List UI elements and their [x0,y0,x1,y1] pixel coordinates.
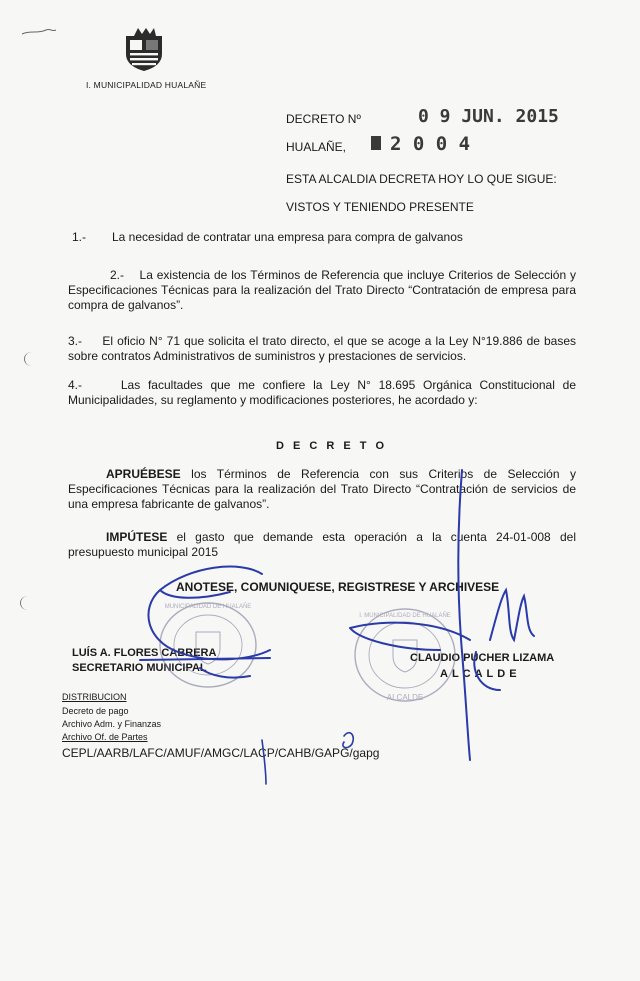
distribution-item: Archivo Of. de Partes [62,732,148,742]
secretary-title: SECRETARIO MUNICIPAL [72,662,207,674]
imputese-lead: IMPÚTESE [106,530,168,544]
considerando-1-text: La necesidad de contratar una empresa para compra de galvanos [112,230,463,244]
svg-text:ALCALDE: ALCALDE [386,693,424,702]
considerando-4 [68,378,576,408]
mayor-name: CLAUDIO PUCHER LIZAMA [410,652,555,664]
apruebese-paragraph [68,467,576,512]
alcaldia-line: ESTA ALCALDIA DECRETA HOY LO QUE SIGUE: [286,172,557,186]
secretary-name: LUÍS A. FLORES CABRERA [72,647,217,659]
municipal-crest-logo [120,26,168,72]
considerando-3-number: 3.- [68,334,83,348]
imputese-text: el gasto que demande esta operación a la cuenta 24-01-008 del presupuesto municipal 2015 [68,530,576,559]
distribution-item: Archivo Adm. y Finanzas [62,719,162,729]
considerando-2 [68,268,576,313]
considerando-4-text: Las facultades que me confiere la Ley N° 18.695 Orgánica Constitucional de Municipalidades, su reglamento y modificaciones posteriores, he acordado y: [68,378,576,407]
decreto-heading: D E C R E T O [276,440,388,452]
mayor-signature [350,470,534,760]
considerando-3 [68,334,576,364]
considerando-4-number: 4.- [68,378,83,392]
considerando-2-number: 2.- [110,268,125,282]
distribution-item: Decreto de pago [62,706,129,716]
considerando-2-text: La existencia de los Términos de Referencia que incluye Criterios de Selección y Especificaciones Técnicas para la realización del Trato Directo “Contratación de empresa para compra de galvanos”. [68,268,576,312]
mayor-title: ALCALDE [440,668,521,680]
decree-number: 2 0 0 4 [390,133,471,155]
place-label: HUALAÑE, [286,140,347,154]
apruebese-text: los Términos de Referencia con sus Criterios de Selección y Especificaciones Técnicas para la realización del Trato Directo “Contratación de servicios de una empresa fabricante de galvanos”. [68,467,576,511]
decreto-label: DECRETO Nº [286,112,361,126]
svg-text:I. MUNICIPALIDAD DE HUALAÑE: I. MUNICIPALIDAD DE HUALAÑE [359,613,451,619]
considerando-3-text: El oficio N° 71 que solicita el trato directo, el que se acoge a la Ley N°19.886 de bases sobre contratos Administrativos de suministros y prestaciones de servicios. [68,334,577,363]
imputese-paragraph [68,530,576,560]
date-stamp: 0 9 JUN. 2015 [418,106,559,127]
left-seal-stamp [160,603,256,687]
punch-hole [20,596,35,610]
apruebese-lead: APRUÉBESE [106,467,181,481]
punch-hole [24,352,39,366]
considerando-1-number: 1.- [72,230,87,244]
distribution-heading: DISTRIBUCION [62,692,127,702]
vistos-line: VISTOS Y TENIENDO PRESENTE [286,200,474,214]
svg-text:MUNICIPALIDAD DE HUALAÑE: MUNICIPALIDAD DE HUALAÑE [164,604,252,610]
institution-name: I. MUNICIPALIDAD HUALAÑE [86,80,207,90]
distribution-initials: CEPL/AARB/LAFC/AMUF/AMGC/LACP/CAHB/GAPG/gapg [62,746,380,760]
corner-handwriting [22,29,56,34]
number-stamp-mark [371,136,381,150]
closing-line: ANOTESE, COMUNIQUESE, REGISTRESE Y ARCHIVESE [176,580,500,594]
